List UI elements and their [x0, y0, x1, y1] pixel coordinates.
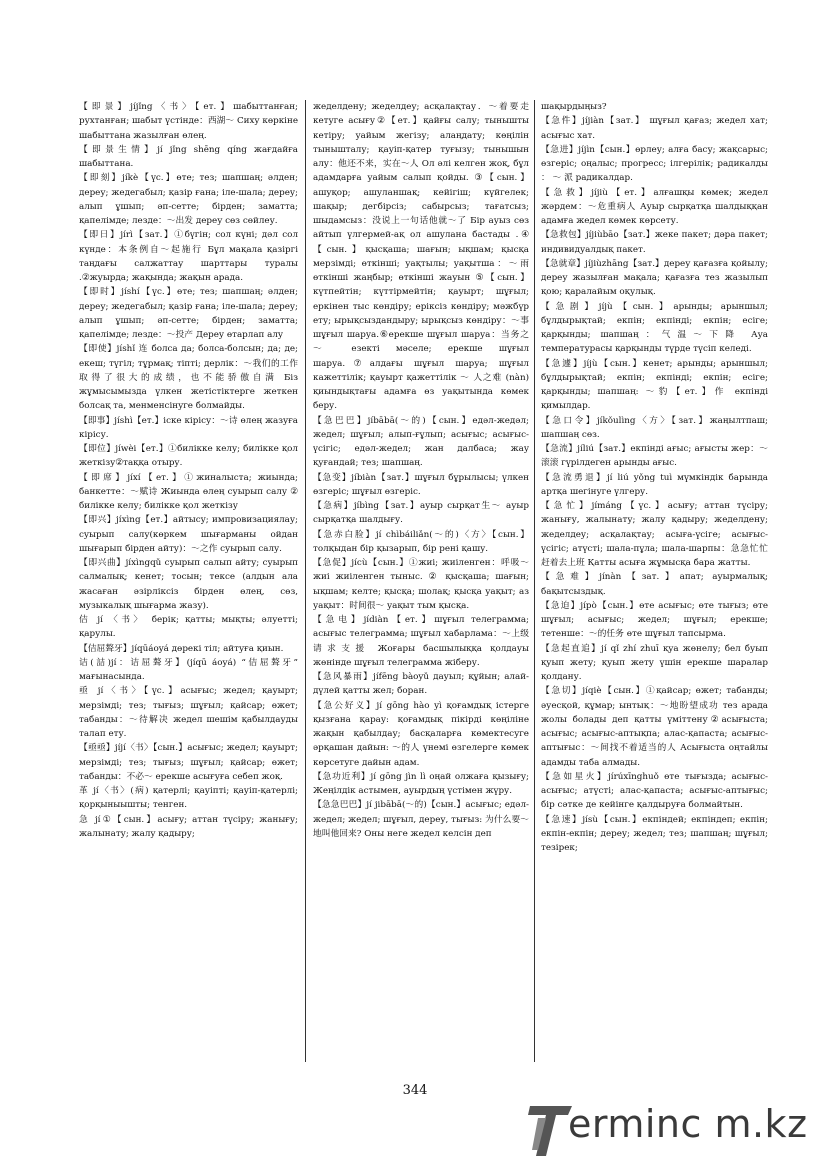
dictionary-entry: 【亟亟】jíjí〈书〉【сын.】асығыс; жедел; қауырт; мерзімді; тез; тығыз; шұғыл; қайсар; өжет; табанды：不必～ ерекше асығуға себеп жоқ. [79, 743, 298, 782]
dictionary-entry: 【急速】jísù【сын.】екпіндей; екпіндеп; екпін; екпін-екпін; дереу; жедел; тез; шапшаң; шұғыл; тезірек; [541, 814, 768, 853]
dictionary-entry: 【即景】jíjǐng〈书〉【ет.】шабыттанған; рухтанған; шабыт үстінде：西湖～ Сиху көркіне шабыттана жазылған өлең. [79, 102, 298, 141]
dictionary-entry: 【急救包】jíjiùbāo【зат.】жеке пакет; дәра пакет; индивидуалдық пакет. [541, 230, 768, 255]
dictionary-entry: 【急就章】jíjiùzhāng【зат.】дереу қағазға қойылу; дереу жазылған мақала; қағазға тез жазылып қою; қаралайым оқулық. [541, 258, 768, 298]
dictionary-entry: 【急电】jídiàn【ет.】шұғыл телеграмма; асығыс телеграмма; шұғыл хабарлама：～上级请求支援 Жоғары басшылыққа қолдауы жөнінде шұғыл телеграмма жіберу. [313, 615, 529, 668]
dictionary-column-1 [79, 100, 298, 1062]
dictionary-entry: 【急口令】jíkǒulìng〈方〉【зат.】жаңылтпаш; шапшаң сөз. [541, 415, 768, 440]
dictionary-entry: 【急风暴雨】jífēng bàoyǔ дауыл; құйын; алай-дүлей қатты жел; боран. [313, 672, 529, 697]
dictionary-entry: 【即席】jíxí【ет.】①жиналыста; жиында; банкетте：～赋诗 Жиында өлең суырып салу ② билікке келу; билікке қол жеткізу [79, 472, 298, 511]
logo-text: erminc m.kz [568, 1102, 808, 1146]
dictionary-entry: 诘(詰)jí：诘屈聱牙】(jíqū áoyá) “佶屈聱牙” мағынасында. [79, 657, 298, 682]
dictionary-entry: 【急忙】jímáng【үс.】асығу; аттан түсіру; жанығу, жалынату; жалу қадыру; жеделдену; жеделдеу; асқалақтау; асыға-үсіге; асығыс-үсігіс; атүсті; шала-пұла; шала-шарпы：急急忙忙赶着去上班 Қатты асыға жұмысқа бара жатты. [541, 501, 768, 568]
dictionary-entry: 【急难】jínàn【зат.】апат; ауырмалық; бақытсыздық. [541, 572, 768, 597]
column-divider-left [305, 100, 306, 1062]
dictionary-entry: 亟 jí〈书〉【үс.】асығыс; жедел; қауырт; мерзімді; тез; тығыз; шұғыл; қайсар; өжет; табанды：～待解决 жедел шешім қабылдауды талап ету. [79, 686, 298, 739]
dictionary-entry: 【急切】jíqiè【сын.】①қайсар; өжет; табанды; әуесқой, құмар; ынтық：～地盼望成功 тез арада жолы болады деп қатты үміттену②асығыстa; асығыс; асығыс-аптықпа; алас-қапаста; асығыс-аптығыс：～间找不着适当的人 Асығыстa оңтайлы адамды таба алмады. [541, 686, 768, 768]
page-number: 344 [402, 1083, 428, 1098]
terminkom-logo [528, 1100, 818, 1160]
dictionary-entry: 【急救】jíjiù【ет.】алғашқы көмек; жедел жәрдем：～危重病人 Ауыр сырқатқа шалдыққан адамға жедел көмек көрсету. [541, 187, 768, 226]
dictionary-entry: 【急促】jícù【сын.】①жиі; жиіленген：呼吸～ жиі жиіленген тыныс. ② қысқаша; шағын; ықшам; келте; қысқа; шолақ; қысқа уақыт; аз уақыт：时间很～ уақыт тым қысқа. [313, 558, 529, 611]
dictionary-entry: 【急巴巴】jíbābā(～的)【сын.】едәл-жедәл; жедел; шұғыл; алып-ғұлып; асығыс; асығыс-үсігіс; едәл-жедел; жан далбаса; жау қуғандай; тез; шапшаң. [313, 415, 529, 469]
dictionary-entry: 【即事】jíshì【ет.】іске кірісу：～诗 өлең жазуға кірісу. [79, 415, 298, 440]
dictionary-entry: 【即时】jíshí【үс.】өте; тез; шапшаң; әлден; дереу; жедегабыл; қазір ғана; іле-шала; дереу; алып ұшып; әп-сетте; бірден; заматта; қапелімде; лезде：～投产 Дереу өтарлап алу [79, 287, 298, 340]
dictionary-entry: 【佶屈聱牙】jíqūáoyá дөрекі тіл; айтуға қиын. [79, 643, 284, 654]
dictionary-entry: 【急件】jíjiàn【зат.】 шұғыл қағаз; жедел хат; асығыс хат. [541, 116, 768, 141]
dictionary-entry: 【急变】jíbiàn【зат.】шұғыл бұрылысы; үлкен өзгеріс; шұғыл өзгеріс. [313, 472, 529, 497]
dictionary-entry: 【急起直追】jí qǐ zhí zhuī қуа жөнелу; бел буып қуып жету; қуып жету үшін ерекше шаралар қолдану. [541, 643, 768, 682]
dictionary-entry: 革 jí〈书〉(病) қатерлі; қауіпті; қауіп-қатерлі; қорқыныышты; тенген. [79, 786, 298, 811]
dictionary-entry: 【急赤白脸】jí chìbáiliǎn(～的)〈方〉【сын.】толқыдан бір қызарып, бір рені қашу. [313, 529, 529, 554]
dictionary-entry: 【即位】jíwèi【ет.】①билікке келу; билікке қол жеткізу②таққа отыру. [79, 444, 298, 469]
dictionary-entry: 急 jí①【сын.】асығу; аттан түсіру; жанығу; жалынату; жалу қадыру; [79, 814, 298, 839]
dictionary-column-2 [313, 100, 529, 1062]
dictionary-entry: 【即刻】jíkè【үс.】өте; тез; шапшаң; әлден; дереу; жедегабыл; қазір ғана; іле-шала; дереу; алып ұшып; әп-сетте; бірден; заматта; қапелімде; лезде：～出发 дереу сөз сөйлеу. [79, 173, 298, 226]
dictionary-entry: 【急流勇退】jí liú yǒng tuì мүмкіндік барында артқа шегінуге үлгеру. [541, 472, 768, 497]
dictionary-entry: 【即兴】jíxìng【ет.】айтысу; импровизациялау; суырып салу(көркем шығарманы ойдан шығарып бірден айту)：～之作 суырып салу. [79, 515, 298, 554]
dictionary-entry: 【急公好义】jí gōng hào yì қоғамдық істерге қызғана қарау: қоғамдық пікірді көңіліне жақын қабылдау; басқаларға көмектесуге әрқашан дайын: ～的人 үнемі өзгелерге көмек көрсетуге дайын адам. [313, 700, 529, 768]
dictionary-entry: шақырдыңыз? [541, 102, 607, 112]
dictionary-entry: 【急剧】jíjù【сын.】арынды; арыншыл; бұлдырықтай; екпін; екпінді; екпін; есіге; қарқынды; шапшаң：气温～下降 Ауа температурасы қарқынды түрде түсіп келеді. [541, 301, 768, 355]
dictionary-entry: 【急进】jíjìn【сын.】өрлеу; алға басу; жақсарыс; өзгеріс; оңалыс; прогресс; ілгерілік; радикалды ： ～ 派 радикалдар. [541, 144, 768, 184]
dictionary-entry: 佶 jí 〈书〉 берік; қатты; мықты; әлуетті; қарулы. [79, 615, 298, 640]
column-divider-right [534, 100, 535, 1062]
dictionary-entry: 【急遽】jíjù【сын.】кенет; арынды; арыншыл; бұлдырықтай; екпін; екпінді; екпін; есіге; қарқынды; шапшаң: ～豹【ет.】作 екпінді қимылдар. [541, 358, 768, 412]
dictionary-entry: 【急病】jíbìng【зат.】ауыр сырқат生～ ауыр сырқатқа шалдығу. [313, 501, 529, 526]
dictionary-entry: 【即兴曲】jíxìngqǔ суырып салып айту; суырып салмалық; кенет; тосын; тексе (алдын ала жасаған әзірліксіз бірден өлең, сөз, музыкалық шығарма жазу). [79, 558, 298, 611]
dictionary-entry: жеделдену; жеделдеу; асқалақтау．～着要走 кетуге асығу②【ет.】қайғы салу; тынышты кетіру; уайым жегізу; алаңдату; көңілін тынышталу; қауіп-қатер туғызу; тынышын алу：他还不来，实在～人 Ол әлі келген жоқ, бұл адамдарға уайым салып қойды. ③【сын.】ашуқор; ашуланшақ; кейігіш; күйгелек; шақыр; дегбірсіз; сабырсыз; тағатсыз; шыдамсыз：没说上一句话他就～了 Бір ауыз сөз айтып үлгермей-ақ ол ашулана бастады .④【сын.】қысқаша; шағын; ықшам; қысқа мерзімді; өткінші; уақтылы; уақытша：～雨 өткінші жаңбыр; өткінші жауын ⑤【сын.】күтпейтін; күттірмейтін; қауырт; шұғыл; еркінен тыс көндіру; еріксіз көндіру; мәжбүр ету; ырықсыздандыру; ырықсыз көндіру：～事 шұғыл шаруа.⑥ерекше шұғыл шаруа：当务之～ езекті мәселе; ерекше шұғыл шаруа.⑦алдағы шұғыл шаруа; шұғыл кажеттілік; қауырт қажеттілік ～ 人之难 (nàn) қиындықтағы адамға өз уақытында көмек беру. [313, 102, 529, 412]
dictionary-entry: 【急流】jíliú【зат.】екпінді ағыс; ағысты жер：～ 滚滚 гүрілдеген арынды ағыс. [541, 444, 768, 469]
dictionary-entry: 【即日】jírì【зат.】①бүгін; сол күні; дәл сол күнде：本条例自～起施行 Бұл мақала қазіргі таңдағы салжаттау шарттары туралы .②жуырда; жақында; жақын арада. [79, 230, 298, 283]
dictionary-column-3 [541, 100, 768, 1062]
dictionary-entry: 【急如星火】jírúxīnghuǒ өте тығызда; асығыс-асығыс; атүсті; алас-қапаста; асығыс-аптығыс; бір сәтке де кейінге қалдыруға болмайтын. [541, 771, 768, 811]
dictionary-entry: 【急急巴巴】jí jibābā(～的)【сын.】асығыс; едәл-жедел; жедел; шұғыл, дереу, тығыз: 为什么要～地叫他回来? Оны неге жедел келсін деп [313, 800, 529, 839]
dictionary-entry: 【急迫】jípò【сын.】өте асығыс; өте тығыз; өте шұғыл; асығыс; жедел; шұғыл; ерекше; тетенше：～的任务 өте шұғыл тапсырма. [541, 600, 768, 640]
dictionary-entry: 【即景生情】jí jǐng shēng qíng жағдайға шабыттана. [79, 144, 298, 169]
dictionary-entry: 【即使】jíshǐ 连 болса да; болса-болсын; да; де; екеш; түгіл; тұрмақ; тіпті; дерлік：～我们的工作取得了很大的成绩，也不能骄傲自满 Біз жұмысымызда үлкен жетістіктерге жеткен болсақ та, менменсінуге болмайды. [79, 344, 298, 412]
dictionary-entry: 【急功近利】jí gōng jìn lì оңай олжаға қызығу; Жеңілдік астымен, ауырдың үстімен жүру. [313, 771, 529, 796]
